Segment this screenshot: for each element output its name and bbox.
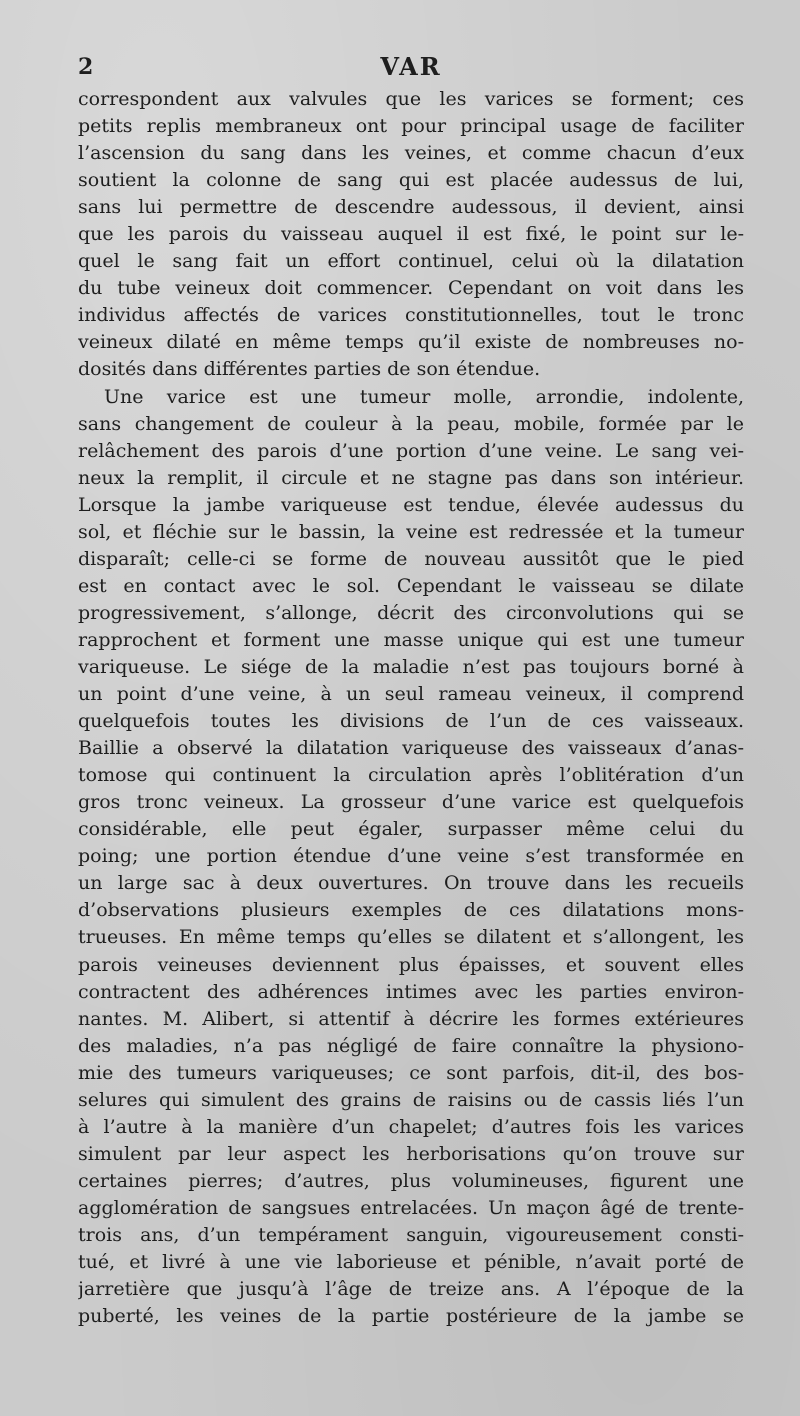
text-line: tomose qui continuent la circulation après l’oblitération d’un [78, 764, 744, 787]
text-line: trueuses. En même temps qu’elles se dilatent et s’allongent, les [78, 926, 744, 949]
text-line: Lorsque la jambe variqueuse est tendue, élevée audessus du [78, 493, 744, 516]
text-line: jarretière que jusqu’à l’âge de treize ans. A l’époque de la [78, 1278, 744, 1301]
running-head: VAR [380, 52, 442, 81]
text-line: rapprochent et forment une masse unique qui est une tumeur [78, 628, 744, 651]
text-line: mie des tumeurs variqueuses; ce sont parfois, dit-il, des bos- [78, 1061, 744, 1084]
text-line: un point d’une veine, à un seul rameau veineux, il comprend [78, 683, 744, 706]
text-line: disparaît; celle-ci se forme de nouveau aussitôt que le pied [78, 547, 744, 570]
text-line: sans lui permettre de descendre audessous, il devient, ainsi [78, 196, 744, 219]
text-line: neux la remplit, il circule et ne stagne pas dans son intérieur. [78, 466, 744, 489]
page-header [78, 52, 744, 82]
text-line: d’observations plusieurs exemples de ces dilatations mons- [78, 899, 744, 922]
text-line: soutient la colonne de sang qui est placée audessus de lui, [78, 169, 744, 192]
page-number: 2 [78, 54, 94, 80]
text-line: l’ascension du sang dans les veines, et comme chacun d’eux [78, 142, 744, 165]
text-line: dosités dans différentes parties de son étendue. [78, 358, 541, 381]
text-line: du tube veineux doit commencer. Cependant on voit dans les [78, 277, 744, 300]
text-line: simulent par leur aspect les herborisations qu’on trouve sur [78, 1142, 744, 1165]
text-line: selures qui simulent des grains de raisins ou de cassis liés l’un [78, 1088, 744, 1111]
text-line: tué, et livré à une vie laborieuse et pénible, n’avait porté de [78, 1251, 744, 1274]
text-line: est en contact avec le sol. Cependant le vaisseau se dilate [78, 574, 744, 597]
text-line: nantes. M. Alibert, si attentif à décrire les formes extérieures [78, 1007, 744, 1030]
text-line: que les parois du vaisseau auquel il est fixé, le point sur le- [78, 223, 744, 246]
text-line: sol, et fléchie sur le bassin, la veine est redressée et la tumeur [78, 520, 744, 543]
text-line: sans changement de couleur à la peau, mobile, formée par le [78, 412, 744, 435]
body-text [78, 86, 744, 1330]
text-line: un large sac à deux ouvertures. On trouve dans les recueils [78, 872, 744, 895]
text-line: gros tronc veineux. La grosseur d’une varice est quelquefois [78, 791, 744, 814]
text-line: considérable, elle peut égaler, surpasser même celui du [78, 818, 744, 841]
text-line: quel le sang fait un effort continuel, celui où la dilatation [78, 250, 744, 273]
text-line: trois ans, d’un tempérament sanguin, vigoureusement consti- [78, 1223, 744, 1246]
text-line: des maladies, n’a pas négligé de faire connaître la physiono- [78, 1034, 744, 1057]
text-line: veineux dilaté en même temps qu’il existe de nombreuses no- [78, 331, 744, 354]
text-line: Une varice est une tumeur molle, arrondie, indolente, [104, 385, 744, 408]
text-line: poing; une portion étendue d’une veine s’est transformée en [78, 845, 744, 868]
text-line: parois veineuses deviennent plus épaisses, et souvent elles [78, 953, 744, 976]
text-line: agglomération de sangsues entrelacées. Un maçon âgé de trente- [78, 1196, 744, 1219]
text-line: contractent des adhérences intimes avec les parties environ- [78, 980, 744, 1003]
text-line: à l’autre à la manière d’un chapelet; d’autres fois les varices [78, 1115, 744, 1138]
text-line: certaines pierres; d’autres, plus volumineuses, figurent une [78, 1169, 744, 1192]
text-line: Baillie a observé la dilatation variqueuse des vaisseaux d’anas- [78, 737, 744, 760]
text-line: quelquefois toutes les divisions de l’un de ces vaisseaux. [78, 710, 744, 733]
text-line: puberté, les veines de la partie postérieure de la jambe se [78, 1305, 744, 1328]
text-line: progressivement, s’allonge, décrit des circonvolutions qui se [78, 601, 744, 624]
text-line: relâchement des parois d’une portion d’une veine. Le sang vei- [78, 439, 744, 462]
text-line: petits replis membraneux ont pour principal usage de faciliter [78, 115, 744, 138]
text-line: individus affectés de varices constitutionnelles, tout le tronc [78, 304, 744, 327]
text-line: variqueuse. Le siége de la maladie n’est pas toujours borné à [78, 655, 744, 678]
text-line: correspondent aux valvules que les varices se forment; ces [78, 88, 744, 110]
